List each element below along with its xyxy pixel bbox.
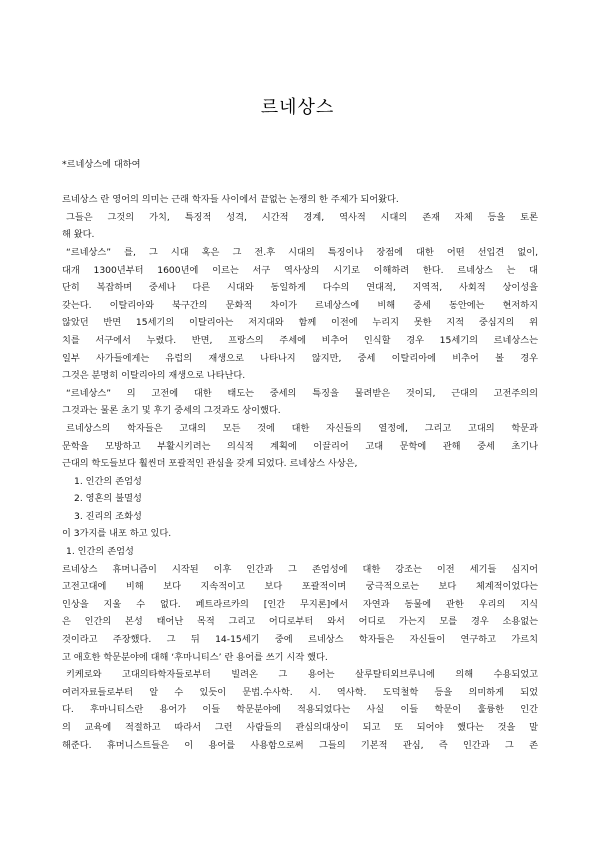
text-line: 그것과는 물론 초기 및 후기 중세의 그것과도 상이했다. xyxy=(62,405,281,417)
text-line: 일부 사가들에게는 유럽의 재생으로 나타나지 않지만, 중세 이탈리아에 비추어 볼 경우 xyxy=(62,352,538,364)
text-line: 그것은 분명히 이탈리아의 재생으로 나타난다. xyxy=(62,370,246,382)
text-line: “르네상스” 를, 그 시대 혹은 그 전.후 시대의 특징이나 장점에 대한 어떤 선입견 없이, xyxy=(66,246,538,258)
text-line: 갖는다. 이탈리아와 북구간의 문화적 차이가 르네상스에 비해 중세 동안에는 현저하지 xyxy=(62,299,538,311)
text-line: 르네상스의 학자들은 고대의 모든 것에 대한 자신들의 열정에, 그리고 고대의 학문과 xyxy=(66,422,538,434)
text-line: 키케로와 고대의타학자들로부터 빌려온 그 용어는 살루탈티외브루니에 의해 수용되었고 xyxy=(66,669,538,681)
text-line: 1. 인간의 존엄성 xyxy=(74,475,142,487)
text-line: 고 애호한 학문분야에 대해 ‘후마니티스’ 란 용어를 쓰기 시작 했다. xyxy=(62,651,328,663)
text-line: 다. 후마니티스란 용어가 이들 학문분야에 적용되었다는 사실 이들 학문이 훌륭한 인간 xyxy=(62,704,538,716)
text-line: 고전고대에 비해 보다 지속적이고 보다 포괄적이며 궁극적으로는 보다 체계적이었다는 xyxy=(62,581,538,593)
text-line: 인상을 지울 수 없다. 페트라르카의 [인간 무지론]에서 자연과 동물에 관한 우리의 지식 xyxy=(62,598,538,610)
text-line: 여러자료들로부터 알 수 있듯이 문법.수사학. 시. 역사학. 도덕철학 등을 의미하게 되었 xyxy=(62,686,538,698)
blank-line xyxy=(62,174,538,192)
text-line: 것이라고 주장했다. 그 뒤 14-15세기 중에 르네상스 학자들은 자신들이 연구하고 가르치 xyxy=(62,634,538,646)
text-line: 2. 영혼의 불멸성 xyxy=(74,493,142,505)
text-line: 않았던 반면 15세기의 이탈리아는 저지대와 함께 이전에 누리지 못한 지적 중심지의 위 xyxy=(62,317,538,329)
text-line: “르네상스” 의 고전에 대한 태도는 중세의 특징을 물려받은 것이되, 근대의 고전주의의 xyxy=(66,387,538,399)
text-line: 이 3가지를 내포 하고 있다. xyxy=(62,528,172,540)
text-line: 근대의 학도들보다 훨씬더 포괄적인 관심을 갖게 되었다. 르네상스 사상은, xyxy=(62,458,358,470)
document-body xyxy=(62,156,538,754)
text-line: 단히 복잡하며 중세나 다른 시대와 동일하게 다수의 연대적, 지역적, 사회적 상이성을 xyxy=(62,282,538,294)
text-line: 3. 진리의 조화성 xyxy=(74,510,142,522)
text-line: 그들은 그것의 가치, 특징적 성격, 시간적 경계, 역사적 시대의 존재 자체 등을 토론 xyxy=(66,211,538,223)
text-line: 문학을 모방하고 부활시키려는 의식적 계획에 이끌리어 고대 문학에 관해 중세 초기나 xyxy=(62,440,538,452)
text-line: 르네상스 휴머니즘이 시작된 이후 인간과 그 존엄성에 대한 강조는 이전 세기들 심지어 xyxy=(62,563,538,575)
text-line: 르네상스 란 영어의 의미는 근래 학자들 사이에서 끝없는 논쟁의 한 주제가 되어왔다. xyxy=(62,194,399,206)
text-line: 치를 서구에서 누렸다. 반면, 프랑스의 주세에 비추어 인식할 경우 15세기의 르네상스는 xyxy=(62,334,538,346)
text-line: 의 교육에 적절하고 따라서 그런 사람들의 관심의대상이 되고 또 되어야 했다는 것을 말 xyxy=(62,722,538,733)
text-line: 1. 인간의 존엄성 xyxy=(66,546,134,558)
document-title: 르네상스 xyxy=(260,97,335,118)
text-line: 해 왔다. xyxy=(62,229,95,241)
text-line: 해준다. 휴머니스트들은 이 용어를 사용함으로써 그들의 기본적 관심, 즉 인간과 그 존 xyxy=(62,739,538,751)
text-line: 대개 1300년부터 1600년에 이르는 서구 역사상의 시기로 이해하려 한다. 르네상스 는 대 xyxy=(62,264,538,276)
text-line: 은 인간의 본성 태어난 목적 그리고 어디로부터 와서 어디로 가는지 모를 경우 소용없는 xyxy=(62,616,538,628)
section-heading: *르네상스에 대하여 xyxy=(62,159,141,170)
